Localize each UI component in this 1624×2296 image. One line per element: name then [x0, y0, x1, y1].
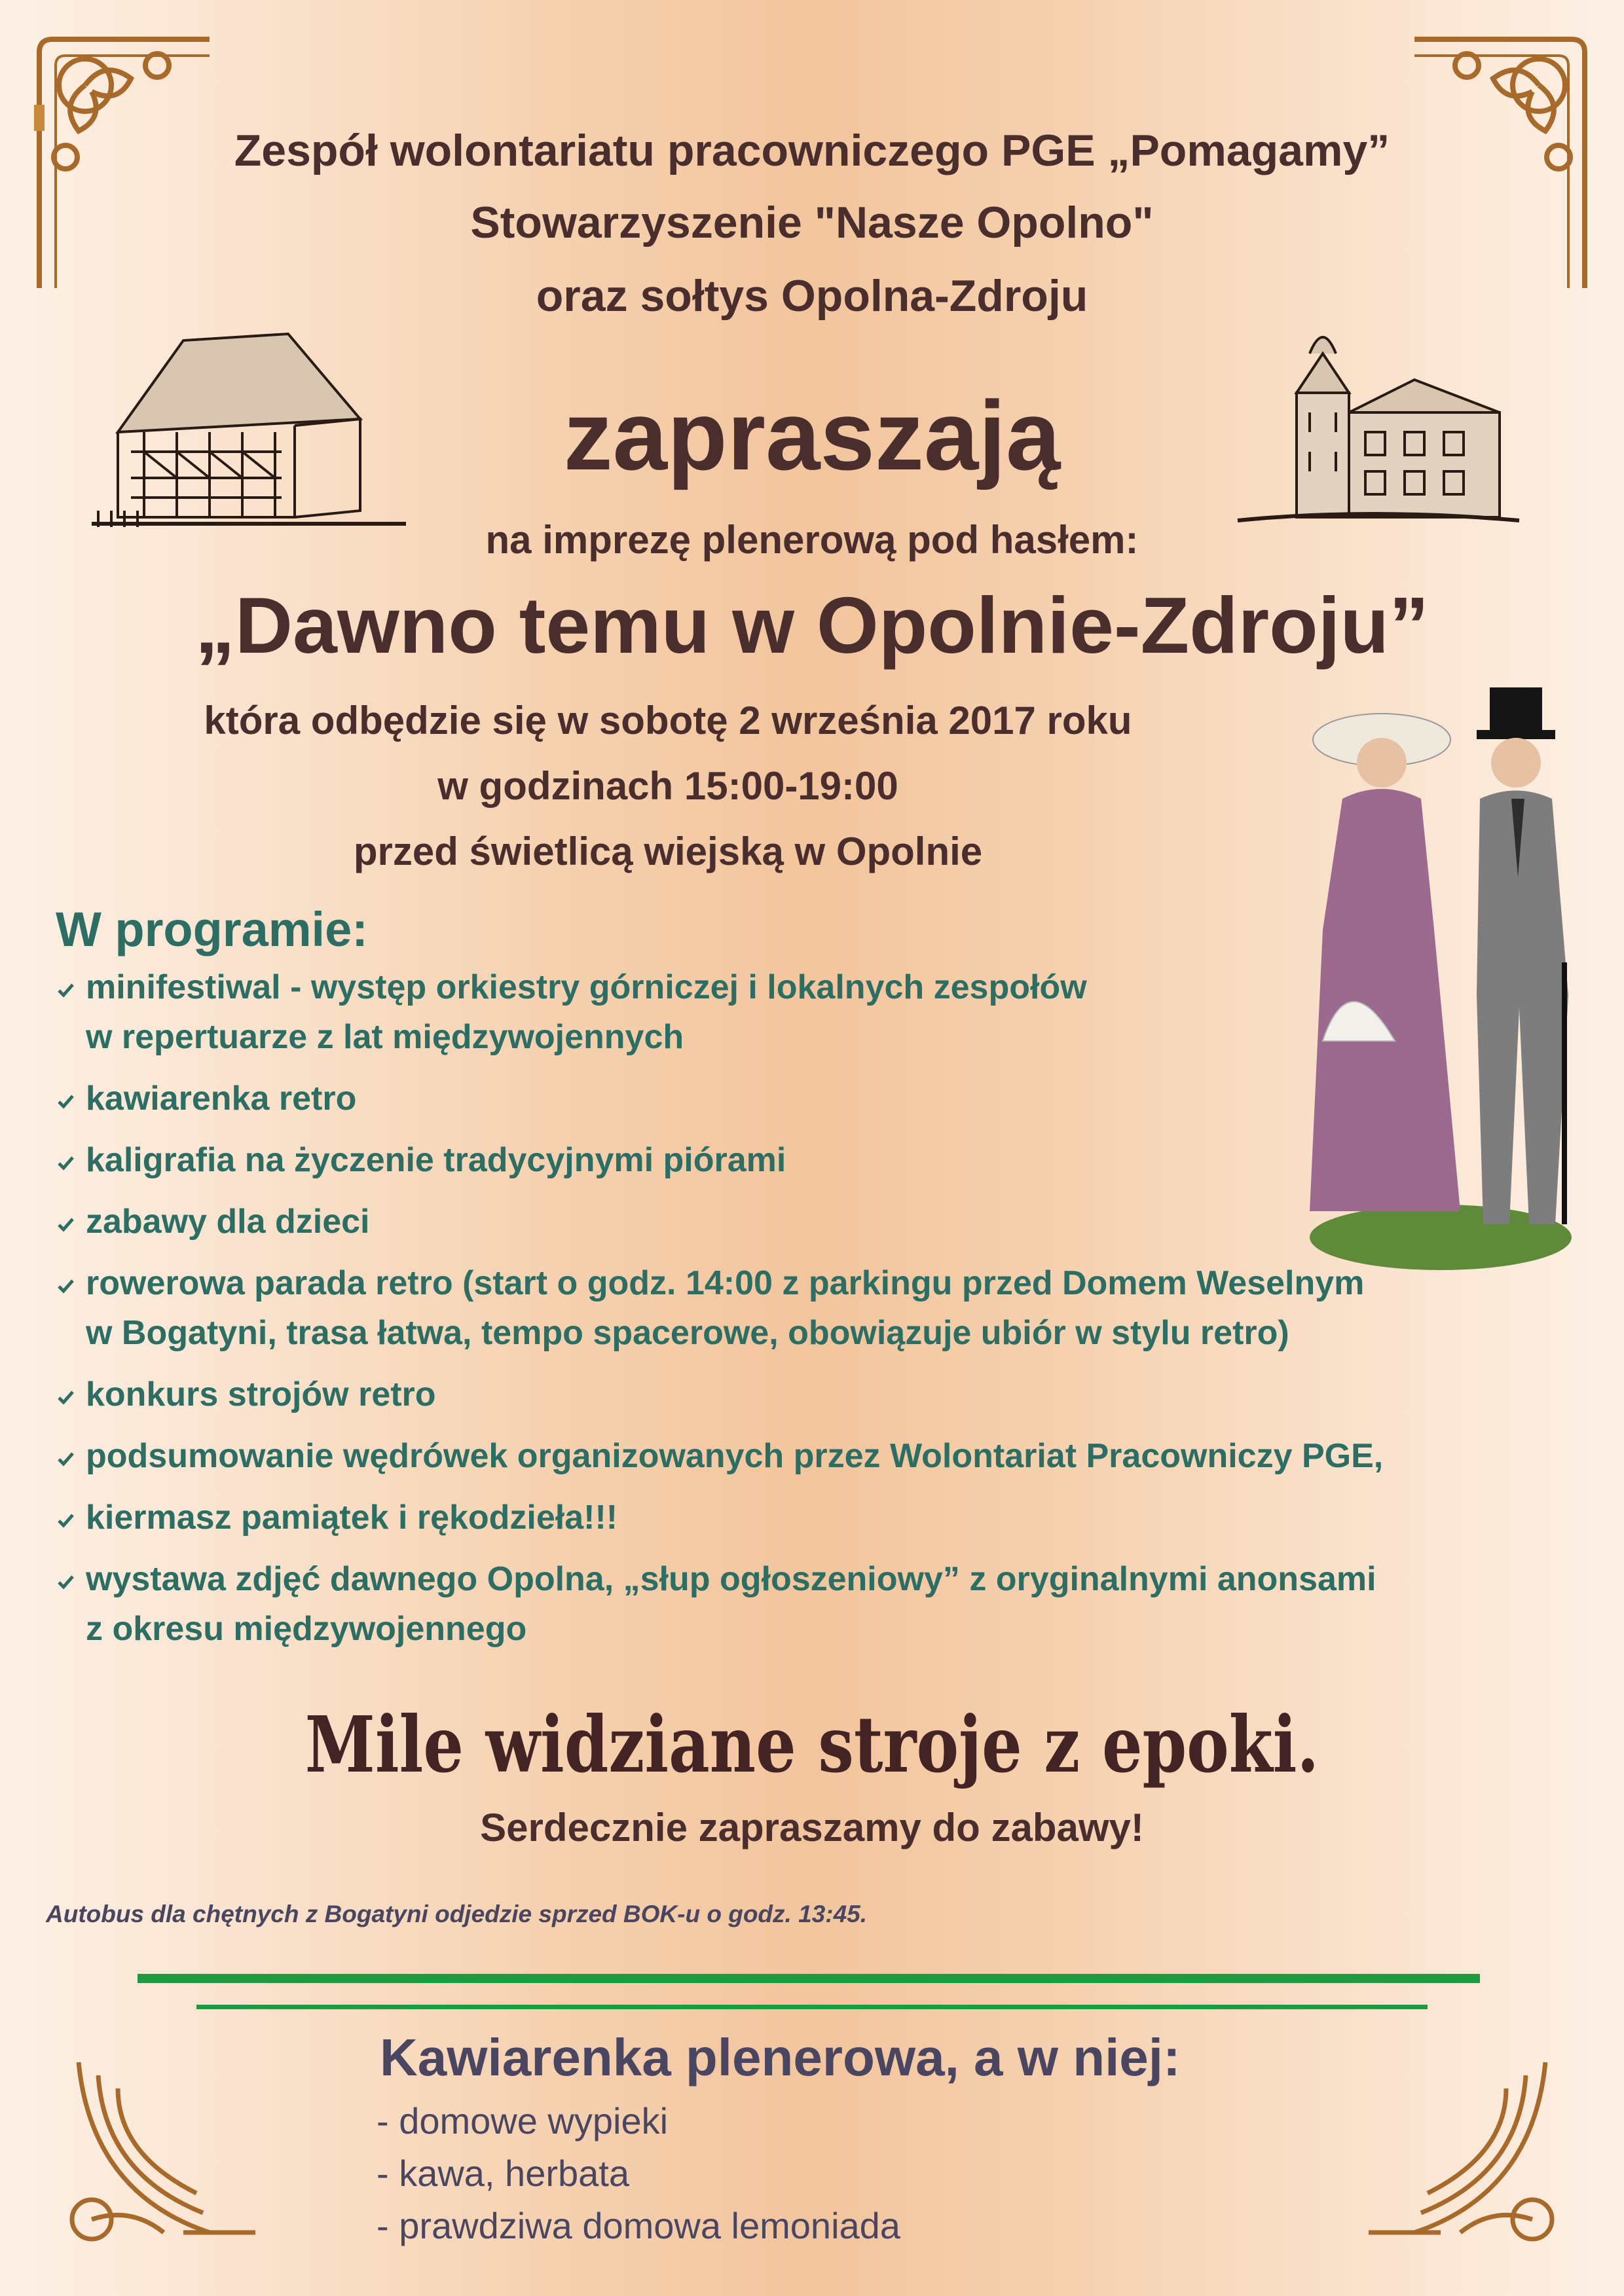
checkmark-icon: [56, 1388, 75, 1408]
checkmark-icon: [56, 1449, 75, 1469]
program-item-text-cont: w repertuarze z lat międzywojennych: [86, 1018, 684, 1056]
program-heading: W programie:: [56, 902, 368, 957]
program-item: [56, 1431, 1483, 1481]
program-item-text-cont: z okresu międzywojennego: [86, 1610, 527, 1648]
program-item-text: rowerowa parada retro (start o godz. 14:00 z parkingu przed Domem Weselnym: [86, 1264, 1365, 1302]
checkmark-icon: [56, 981, 75, 1000]
invite-subheading: na imprezę plenerową pod hasłem:: [485, 518, 1139, 562]
program-item: [56, 1370, 1483, 1419]
green-divider-thick: [138, 1974, 1480, 1983]
event-hours: w godzinach 15:00-19:00: [437, 764, 898, 808]
organizer-line-1: Zespół wolontariatu pracowniczego PGE „Pomagamy”: [234, 126, 1390, 175]
program-item-text: kawiarenka retro: [86, 1080, 357, 1118]
bus-note: Autobus dla chętnych z Bogatyni odjedzie sprzed BOK-u o godz. 13:45.: [46, 1901, 868, 1927]
checkmark-icon: [56, 1277, 75, 1296]
event-title: „Dawno temu w Opolnie-Zdroju”: [194, 581, 1430, 670]
dress-code-heading: Mile widziane stroje z epoki.: [304, 1699, 1320, 1790]
organizer-line-2: Stowarzyszenie "Nasze Opolno": [470, 198, 1154, 247]
corner-ornament-bottom-left: [52, 2036, 268, 2259]
green-divider-thin: [196, 2005, 1428, 2009]
program-list: [56, 962, 1483, 1666]
program-item-text: minifestiwal - występ orkiestry górniczej i lokalnych zespołów: [86, 968, 1087, 1006]
checkmark-icon: [56, 1092, 75, 1112]
program-item: [56, 1554, 1483, 1654]
program-item-text: wystawa zdjęć dawnego Opolna, „słup ogłoszeniowy” z oryginalnymi anonsami: [86, 1560, 1376, 1598]
program-item-text-cont: w Bogatyni, trasa łatwa, tempo spacerowe, obowiązuje ubiór w stylu retro): [86, 1314, 1289, 1352]
cafe-item: - domowe wypieki: [377, 2100, 669, 2141]
cafe-item: - kawa, herbata: [377, 2153, 629, 2194]
checkmark-icon: [56, 1573, 75, 1592]
program-item: [56, 1135, 1483, 1185]
checkmark-icon: [56, 1511, 75, 1531]
event-place: przed świetlicą wiejską w Opolnie: [353, 829, 983, 873]
checkmark-icon: [56, 1215, 75, 1235]
program-item: [56, 1258, 1483, 1358]
invite-heading: zapraszają: [563, 380, 1061, 490]
cafe-list: [377, 2095, 900, 2252]
cafe-heading: Kawiarenka plenerowa, a w niej:: [380, 2028, 1181, 2086]
organizer-line-3: oraz sołtys Opolna-Zdroju: [536, 271, 1088, 321]
program-item-text: zabawy dla dzieci: [86, 1203, 370, 1241]
corner-ornament-bottom-right: [1356, 2036, 1572, 2259]
program-item-text: podsumowanie wędrówek organizowanych przez Wolontariat Pracowniczy PGE,: [86, 1437, 1384, 1475]
program-item-text: kiermasz pamiątek i rękodzieła!!!: [86, 1499, 618, 1537]
closing-line: Serdecznie zapraszamy do zabawy!: [480, 1806, 1144, 1850]
program-item-text: konkurs strojów retro: [86, 1376, 436, 1413]
program-item: [56, 1074, 1483, 1123]
checkmark-icon: [56, 1154, 75, 1173]
event-date: która odbędzie się w sobotę 2 września 2017 roku: [204, 699, 1132, 742]
cafe-item: - prawdziwa domowa lemoniada: [377, 2205, 900, 2246]
program-item: [56, 1493, 1483, 1542]
program-item: [56, 962, 1483, 1062]
program-item-text: kaligrafia na życzenie tradycyjnymi piórami: [86, 1141, 786, 1179]
program-item: [56, 1197, 1483, 1247]
